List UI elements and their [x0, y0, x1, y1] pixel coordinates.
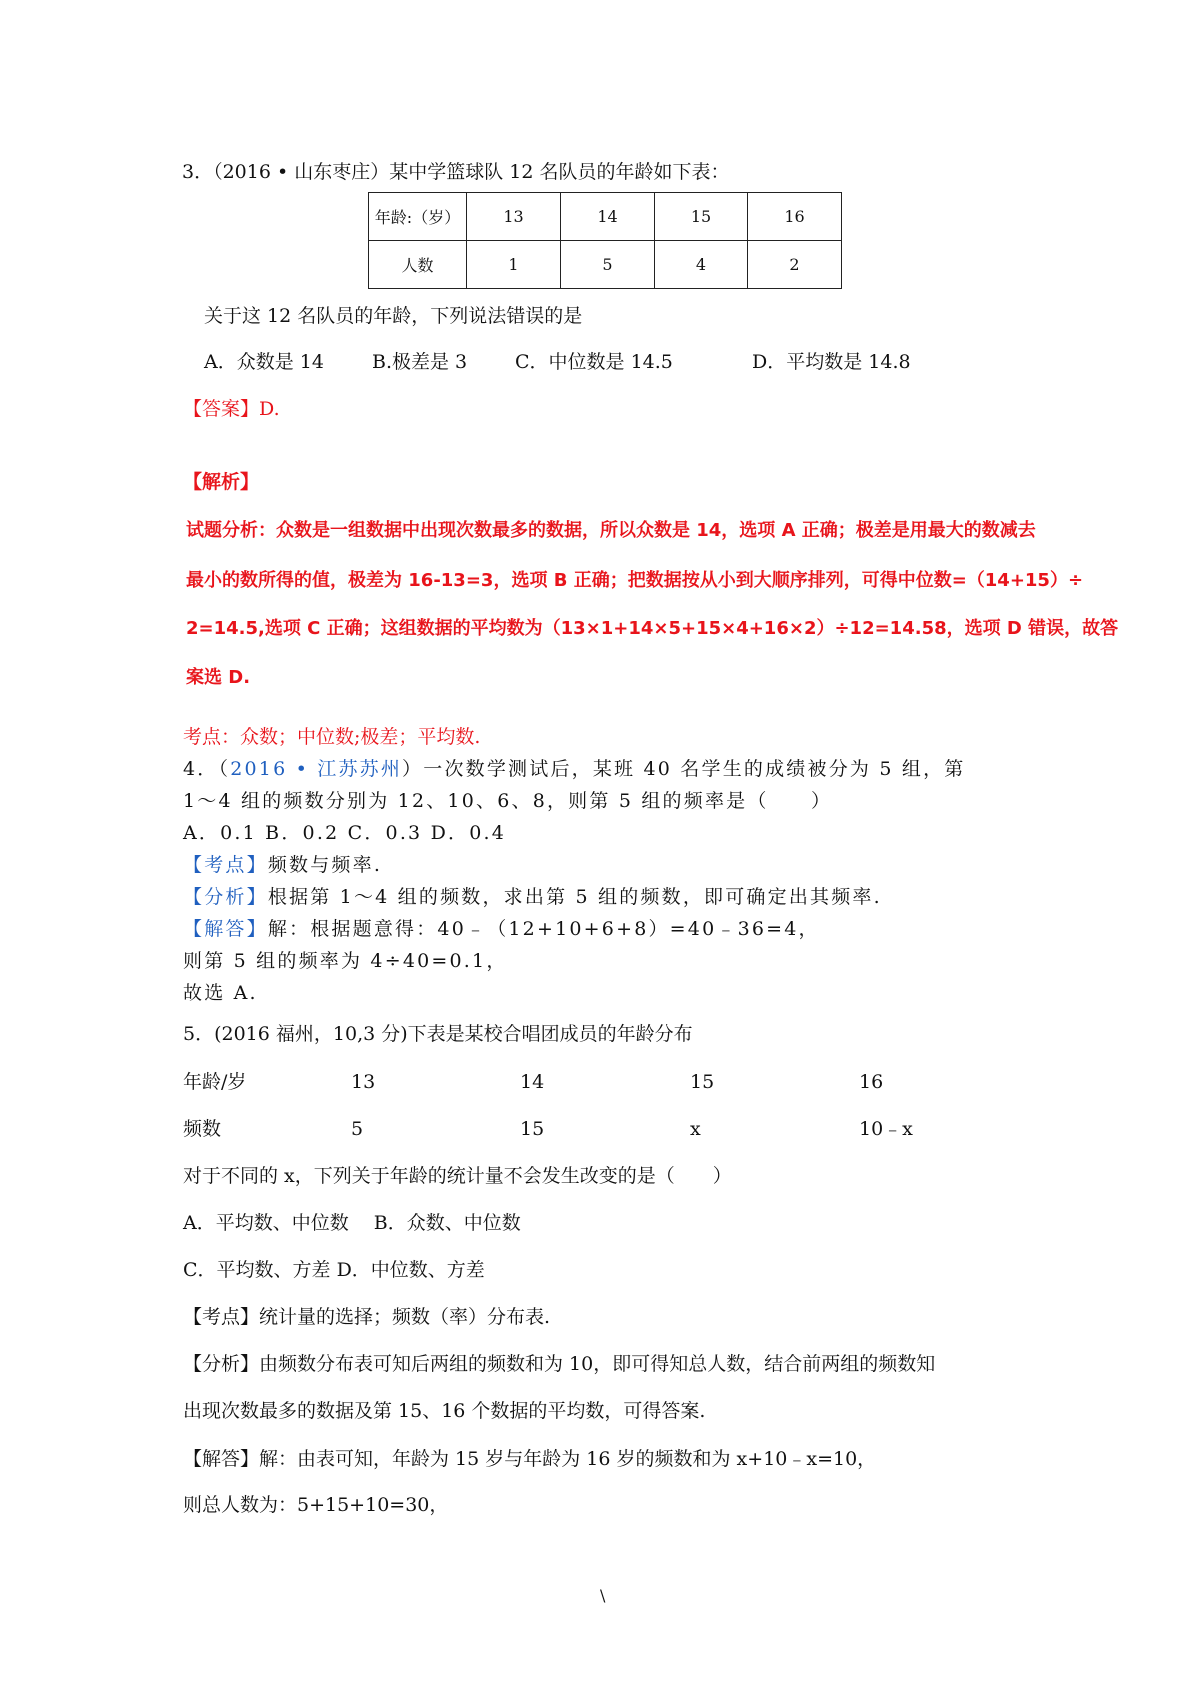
- q4-kaodian: [183, 856, 382, 875]
- answer-value: D.: [259, 398, 280, 420]
- table-row: [369, 193, 842, 241]
- kaodian-text: 频数与频率.: [267, 854, 383, 876]
- q5-option-ab: A．平均数、中位数 B．众数、中位数: [183, 1212, 521, 1234]
- q5-row1-cell: 13: [351, 1071, 376, 1093]
- q4-stem-num: 4．（: [183, 758, 231, 780]
- table-cell: 5: [561, 241, 655, 289]
- table-cell: 1: [467, 241, 561, 289]
- q3-kaodian: 考点：众数；中位数;极差；平均数.: [183, 726, 481, 748]
- q5-jieda-line2: 则总人数为：5+15+10=30，: [183, 1494, 449, 1516]
- q3-analysis-line: 2=14.5,选项 C 正确；这组数据的平均数为（13×1+14×5+15×4+16×2）÷12=14.58，选项 D 错误，故答: [186, 618, 1119, 639]
- q3-option-c: C．中位数是 14.5: [515, 351, 673, 373]
- kaodian-label: 【考点】: [183, 854, 268, 876]
- q3-age-table: [368, 192, 842, 289]
- jieda-label: 【解答】: [183, 918, 268, 940]
- q3-option-b: B.极差是 3: [372, 351, 468, 373]
- q4-stem-source: 2016 • 江苏苏州: [230, 758, 403, 780]
- q4-line3: 故选 A.: [183, 982, 258, 1004]
- q3-analysis-line: 试题分析：众数是一组数据中出现次数最多的数据，所以众数是 14，选项 A 正确；极差是用最大的数减去: [186, 520, 1036, 541]
- q5-row2-cell: 10﹣x: [859, 1118, 913, 1140]
- table-cell: 人数: [369, 241, 467, 289]
- q4-line2: 则第 5 组的频率为 4÷40=0.1，: [183, 950, 508, 972]
- fenxi-text: 根据第 1～4 组的频数，求出第 5 组的频数，即可确定出其频率.: [267, 886, 882, 908]
- q5-fenxi-line1: 【分析】由频数分布表可知后两组的频数和为 10，即可得知总人数，结合前两组的频数知: [183, 1353, 936, 1375]
- q5-row2-cell: 5: [351, 1118, 364, 1140]
- q3-analysis-label: 【解析】: [183, 471, 260, 493]
- q5-row2-cell: 15: [520, 1118, 545, 1140]
- q5-stem: 5．(2016 福州，10,3 分)下表是某校合唱团成员的年龄分布: [183, 1023, 693, 1045]
- table-row: [369, 241, 842, 289]
- jieda-text: 解：根据题意得：40﹣（12+10+6+8）=40﹣36=4，: [267, 918, 820, 940]
- table-cell: 4: [655, 241, 748, 289]
- q5-row1-cell: 15: [690, 1071, 715, 1093]
- q3-analysis-line: 案选 D.: [186, 667, 251, 688]
- q4-options: A．0.1 B．0.2 C．0.3 D．0.4: [183, 822, 507, 844]
- q3-question: 关于这 12 名队员的年龄，下列说法错误的是: [204, 305, 583, 327]
- q4-stem-rest: ）一次数学测试后，某班 40 名学生的成绩被分为 5 组，第: [402, 758, 966, 780]
- table-cell: 2: [748, 241, 842, 289]
- answer-label: 【答案】: [183, 398, 260, 420]
- q4-fenxi: [183, 888, 882, 907]
- q5-row2-cell: x: [690, 1118, 701, 1140]
- q4-stem: [183, 760, 965, 779]
- q3-option-d: D．平均数是 14.8: [752, 351, 911, 373]
- table-cell: 15: [655, 193, 748, 241]
- page-footer-mark: \: [600, 1586, 606, 1605]
- q5-row2-label: 频数: [183, 1118, 222, 1140]
- q5-fenxi-line2: 出现次数最多的数据及第 15、16 个数据的平均数，可得答案.: [183, 1400, 706, 1422]
- table-cell: 16: [748, 193, 842, 241]
- q5-row1-cell: 16: [859, 1071, 884, 1093]
- q3-option-a: A．众数是 14: [204, 351, 324, 373]
- fenxi-label: 【分析】: [183, 886, 268, 908]
- table-cell: 年龄:（岁）: [369, 193, 467, 241]
- q5-question: 对于不同的 x，下列关于年龄的统计量不会发生改变的是（ ）: [183, 1165, 732, 1187]
- q3-stem: 3．（2016 • 山东枣庄）某中学篮球队 12 名队员的年龄如下表：: [182, 161, 730, 183]
- q5-row1-label: 年龄/岁: [183, 1071, 247, 1093]
- q3-analysis-line: 最小的数所得的值，极差为 16-13=3，选项 B 正确；把数据按从小到大顺序排列，可得中位数=（14+15）÷: [186, 570, 1084, 591]
- q5-option-cd: C．平均数、方差 D．中位数、方差: [183, 1259, 485, 1281]
- table-cell: 14: [561, 193, 655, 241]
- q3-answer: [183, 400, 280, 419]
- q5-jieda-line1: 【解答】解：由表可知，年龄为 15 岁与年龄为 16 岁的频数和为 x+10﹣x=10，: [183, 1448, 877, 1470]
- q4-stem-line2: 1～4 组的频数分别为 12、10、6、8，则第 5 组的频率是（ ）: [183, 790, 833, 812]
- q4-jieda: [183, 920, 820, 939]
- q5-row1-cell: 14: [520, 1071, 545, 1093]
- q5-kaodian: 【考点】统计量的选择；频数（率）分布表.: [183, 1306, 551, 1328]
- table-cell: 13: [467, 193, 561, 241]
